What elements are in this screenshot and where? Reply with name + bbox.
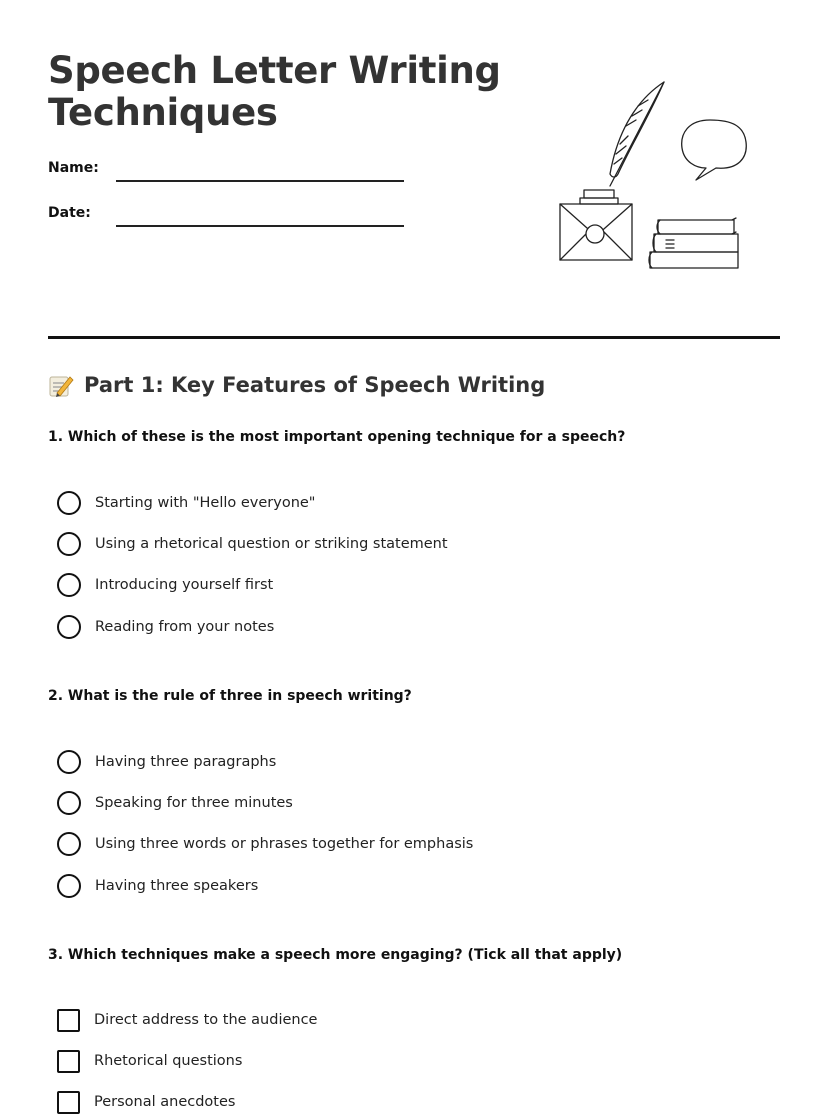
q3-option-1[interactable] <box>57 1007 317 1033</box>
option-label: Direct address to the audience <box>94 1012 318 1028</box>
option-label: Using a rhetorical question or striking statement <box>95 536 448 552</box>
q3-option-3[interactable] <box>57 1089 235 1115</box>
option-label: Using three words or phrases together for emphasis <box>95 836 474 852</box>
question-2-text: 2. What is the rule of three in speech writing? <box>48 688 412 704</box>
q1-option-1[interactable] <box>57 490 315 516</box>
radio-button[interactable] <box>57 615 81 639</box>
radio-button[interactable] <box>57 874 81 898</box>
quill-pen-icon <box>610 82 664 186</box>
speech-bubble-icon <box>682 120 747 180</box>
radio-button[interactable] <box>57 832 81 856</box>
section-divider <box>48 336 780 339</box>
radio-button[interactable] <box>57 791 81 815</box>
q1-option-3[interactable] <box>57 572 273 598</box>
checkbox[interactable] <box>57 1091 80 1114</box>
q2-option-1[interactable] <box>57 749 276 775</box>
checkbox[interactable] <box>57 1050 80 1073</box>
radio-button[interactable] <box>57 750 81 774</box>
option-label: Introducing yourself first <box>95 577 274 593</box>
question-1-text: 1. Which of these is the most important opening technique for a speech? <box>48 429 626 445</box>
q3-option-2[interactable] <box>57 1048 242 1074</box>
date-write-line[interactable] <box>116 225 404 227</box>
q2-option-2[interactable] <box>57 790 293 816</box>
q2-option-3[interactable] <box>57 831 473 857</box>
part1-title: Part 1: Key Features of Speech Writing <box>84 373 546 397</box>
memo-icon <box>48 372 74 398</box>
option-label: Having three speakers <box>95 878 259 894</box>
worksheet-title: Speech Letter Writing Techniques <box>48 49 501 134</box>
option-label: Having three paragraphs <box>95 754 277 770</box>
radio-button[interactable] <box>57 532 81 556</box>
date-label: Date: <box>48 205 91 221</box>
name-label: Name: <box>48 160 99 176</box>
name-write-line[interactable] <box>116 180 404 182</box>
q1-option-4[interactable] <box>57 614 274 640</box>
book-stack-icon <box>649 218 738 268</box>
q1-option-2[interactable] <box>57 531 448 557</box>
option-label: Starting with "Hello everyone" <box>95 495 316 511</box>
inkwell-icon <box>580 190 618 204</box>
writing-illustration <box>548 74 758 278</box>
envelope-icon <box>560 204 632 260</box>
question-3-text: 3. Which techniques make a speech more engaging? (Tick all that apply) <box>48 947 623 963</box>
radio-button[interactable] <box>57 573 81 597</box>
q2-option-4[interactable] <box>57 873 258 899</box>
radio-button[interactable] <box>57 491 81 515</box>
checkbox[interactable] <box>57 1009 80 1032</box>
option-label: Speaking for three minutes <box>95 795 293 811</box>
part1-heading <box>48 372 545 398</box>
option-label: Reading from your notes <box>95 619 275 635</box>
option-label: Personal anecdotes <box>94 1094 236 1110</box>
option-label: Rhetorical questions <box>94 1053 243 1069</box>
